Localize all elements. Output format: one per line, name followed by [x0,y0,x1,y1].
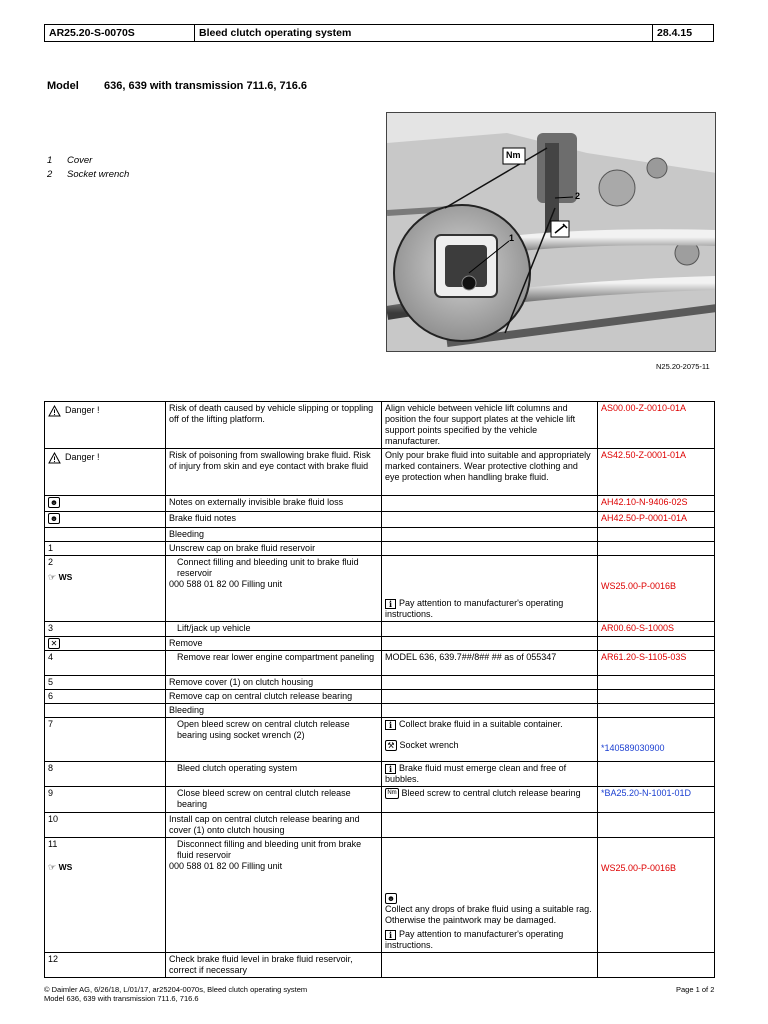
info-icon: i [385,764,396,774]
table-row: 2 ☞ WS Connect filling and bleeding unit to brake fluid reservoir 000 588 01 82 00 Filling unit i Pay attention to manufacturer's operating instructions. WS25.00-P-0016B [45,556,715,622]
doc-code: AR25.20-S-0070S [45,25,195,41]
info-icon: i [385,720,396,730]
step-number: 5 [45,676,166,690]
table-row: 8 Bleed clutch operating system i Brake fluid must emerge clean and free of bubbles. [45,762,715,787]
danger-label: Danger ! [48,403,162,420]
workshop-tool-label: WS [58,862,73,873]
reference-link[interactable]: AR61.20-S-1105-03S [598,651,715,676]
table-row: ☻ Notes on externally invisible brake fluid loss AH42.10-N-9406-02S [45,496,715,512]
step-number: 6 [45,690,166,704]
info-icon: i [385,930,396,940]
table-row: ☻ Brake fluid notes AH42.50-P-0001-01A [45,512,715,528]
step-number: 9 [45,787,166,813]
table-row: 4 Remove rear lower engine compartment paneling MODEL 636, 639.7##/8## ## as of 055347 AR61.20-S-1105-03S [45,651,715,676]
model-note: MODEL 636, 639.7##/8## ## as of 055347 [382,651,598,676]
reference-link[interactable]: *BA25.20-N-1001-01D [598,787,715,813]
hand-pointer-icon: ☞ [48,862,57,873]
callout-1: 1 [509,233,515,243]
section-heading: Bleeding [166,704,382,718]
safety-text: Align vehicle between vehicle lift columns and position the four support plates at the vehicle lift support points specified by the vehicle manufacturer. [382,402,598,449]
note-icon: ☻ [49,498,59,508]
table-row [45,704,715,718]
table-row [45,637,715,651]
note-icon: ☻ [49,514,59,524]
danger-label: Danger ! [48,450,162,467]
table-row: 11 ☞ WS Disconnect filling and bleeding unit from brake fluid reservoir 000 588 01 82 00 Filling unit ☻ Collect any drops of brake fluid using a suitable rag. Otherwise the paintwork may be damaged. i Pay attention to manufacturer's operating instructions. WS25.00-P-0016B [45,838,715,953]
doc-date: 28.4.15 [657,27,693,39]
hazard-text: Risk of death caused by vehicle slipping or toppling off of the lifting platform. [166,402,382,449]
warning-triangle-icon [48,452,61,467]
table-row: 7 Open bleed screw on central clutch release bearing using socket wrench (2) i Collect brake fluid in a suitable container. ⚒ Socket wrench *140589030900 [45,718,715,762]
table-row: 6 Remove cap on central clutch release bearing [45,690,715,704]
model-line [47,80,307,92]
reference-link[interactable]: AS00.00-Z-0010-01A [598,402,715,449]
workshop-tool-label: WS [58,572,73,582]
photo-illustration [387,113,716,352]
section-heading: Bleeding [166,528,382,542]
footer-model: Model 636, 639 with transmission 711.6, 716.6 [44,994,199,1003]
socket-wrench-icon: ⚒ [385,740,397,751]
hand-pointer-icon: ☞ [48,572,57,582]
callout-2: 2 [575,191,581,201]
legend-item: 2 Socket wrench [47,168,130,180]
reference-link[interactable]: AS42.50-Z-0001-01A [598,449,715,496]
doc-title: Bleed clutch operating system [195,25,653,41]
legend-item: 1 Cover [47,155,93,166]
document-header [44,24,714,42]
reference-link[interactable]: AH42.10-N-9406-02S [598,496,715,512]
table-row: 12 Check brake fluid level in brake fluid reservoir, correct if necessary [45,953,715,978]
table-row [45,402,715,449]
transmission-photo [386,112,716,352]
table-row: 9 Close bleed screw on central clutch release bearing Nm Bleed screw to central clutch release bearing *BA25.20-N-1001-01D [45,787,715,813]
step-number: 3 [45,622,166,637]
reference-link[interactable]: WS25.00-P-0016B [598,556,715,622]
nm-label: Nm [506,150,521,160]
reference-link[interactable]: WS25.00-P-0016B [598,838,715,953]
table-row [45,449,715,496]
step-number: 1 [45,542,166,556]
note-icon: ☻ [386,894,396,904]
tool-number: 000 588 01 82 00 Filling unit [169,579,283,589]
footer [44,985,307,1003]
figure-caption: N25.20-2075-11 [656,362,710,371]
model-label: Model [47,80,79,92]
safety-text: Only pour brake fluid into suitable and appropriately marked containers. Wear protective clothing and eye protection when handling brake fluid. [382,449,598,496]
step-number: 4 [45,651,166,676]
table-row [45,528,715,542]
footer-copyright: © Daimler AG, 6/26/18, L/01/17, ar25204-0070s, Bleed clutch operating system [44,985,308,994]
model-value: 636, 639 with transmission 711.6, 716.6 [104,80,308,92]
table-row: 1 Unscrew cap on brake fluid reservoir [45,542,715,556]
step-number: 8 [45,762,166,787]
hazard-text: Risk of poisoning from swallowing brake fluid. Risk of injury from skin and eye contact with brake fluid [166,449,382,496]
warning-triangle-icon [48,405,61,420]
remove-icon: ✕ [48,638,60,649]
step-number: 10 [45,813,166,838]
reference-link[interactable]: AR00.60-S-1000S [598,622,715,637]
step-number: 7 [45,718,166,762]
step-number: 11 [48,839,58,850]
step-number: 2 [48,557,54,567]
figure-legend [47,154,129,181]
page-number: Page 1 of 2 [676,985,715,994]
tool-number: 000 588 01 82 00 Filling unit [169,861,283,872]
step-number: 12 [45,953,166,978]
reference-link[interactable]: AH42.50-P-0001-01A [598,512,715,528]
procedure-table [44,401,715,978]
table-row: 10 Install cap on central clutch release bearing and cover (1) onto clutch housing [45,813,715,838]
section-heading: Remove [166,637,382,651]
info-icon: i [385,599,396,609]
table-row: 5 Remove cover (1) on clutch housing [45,676,715,690]
table-row: 3 Lift/jack up vehicle AR00.60-S-1000S [45,622,715,637]
nm-torque-icon: Nm [385,788,399,799]
reference-link[interactable]: *140589030900 [598,718,715,762]
